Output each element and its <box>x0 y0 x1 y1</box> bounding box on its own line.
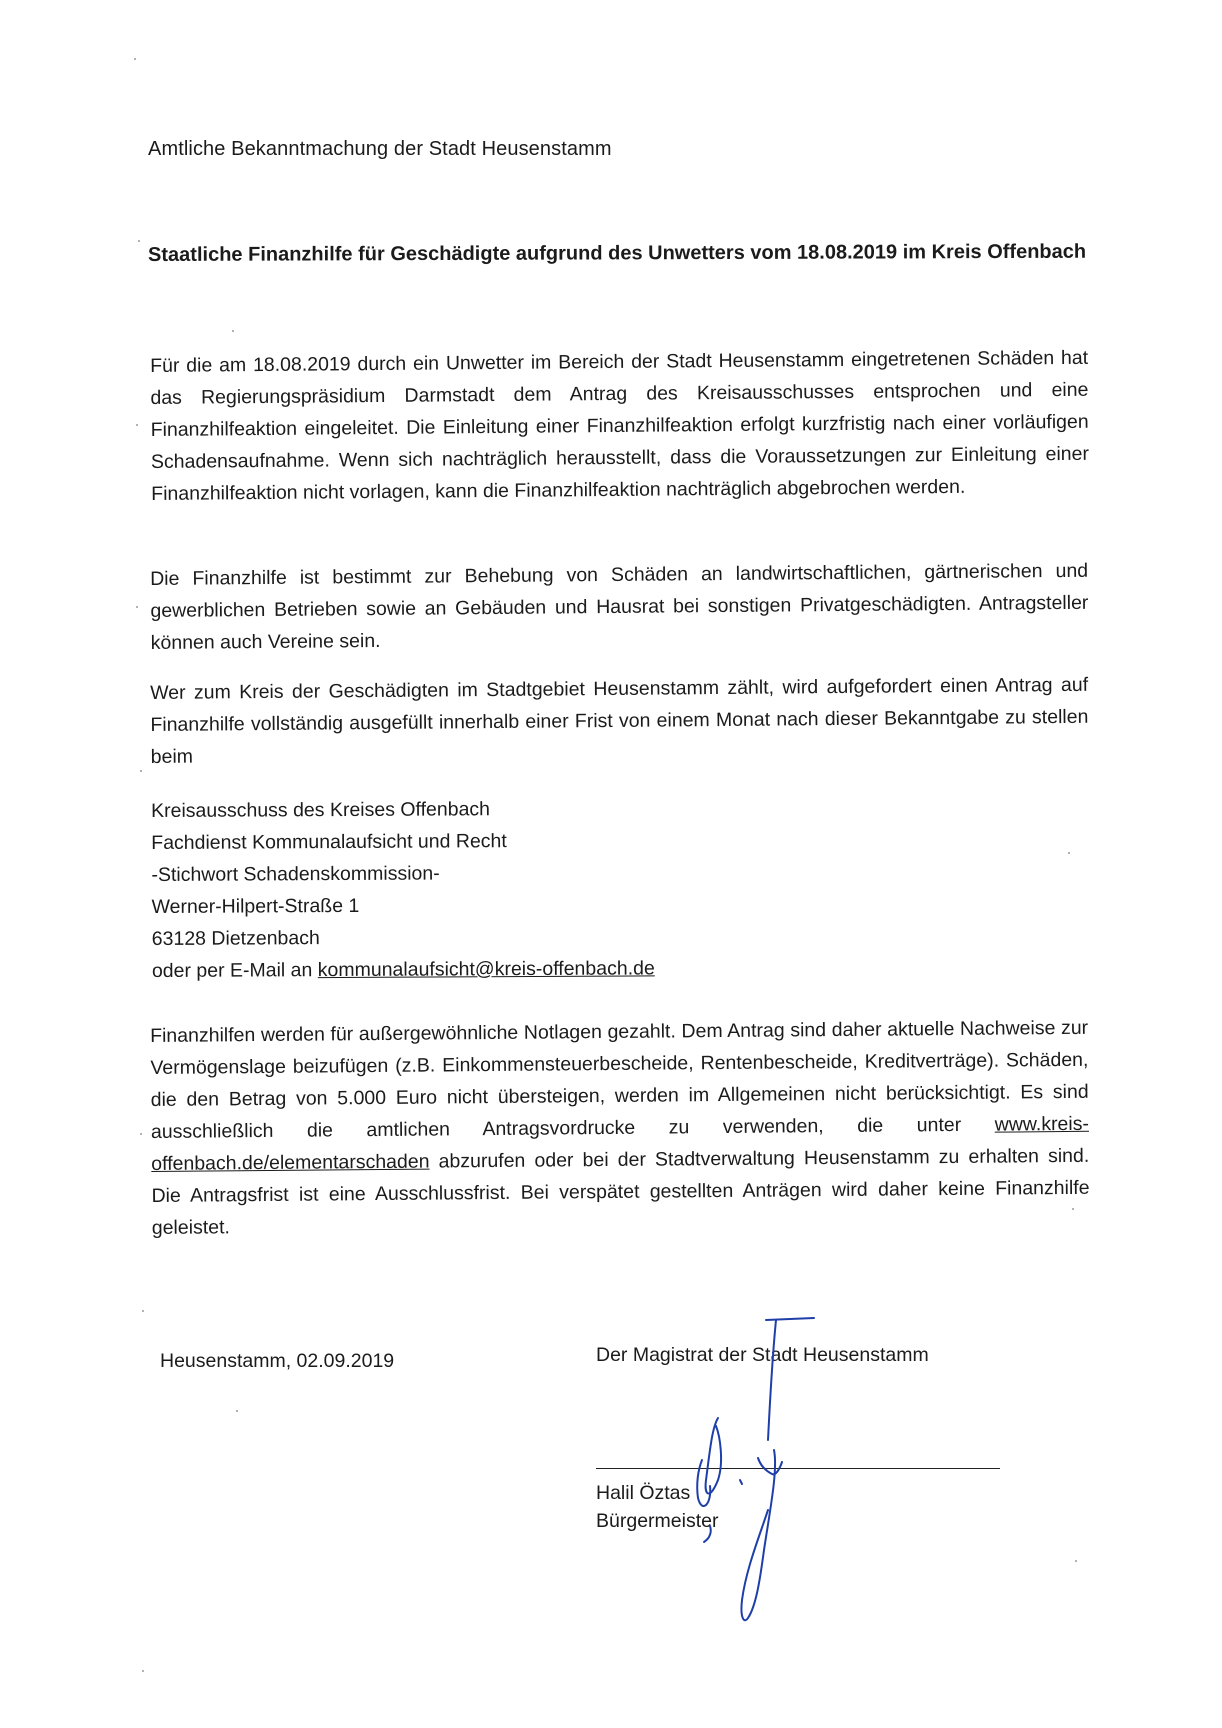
address-block <box>151 792 655 987</box>
address-line: -Stichwort Schadenskommission- <box>151 862 440 886</box>
scan-speck <box>140 770 142 772</box>
email-link[interactable]: kommunalaufsicht@kreis-offenbach.de <box>317 957 655 982</box>
handwritten-signature <box>640 1300 820 1630</box>
scan-speck <box>140 1133 142 1135</box>
signer-name: Halil Öztas <box>596 1482 691 1504</box>
signature-strokes <box>697 1318 814 1620</box>
scan-speck <box>134 58 136 60</box>
scan-speck <box>142 1310 144 1312</box>
scan-speck <box>232 330 234 332</box>
text-after-link: abzurufen oder bei der Stadtverwaltung Heusenstamm zu erhalten sind. Die Antragsfrist ist eine Ausschlussfrist. Bei verspätet gestellten Anträgen wird daher keine Finanzhilfe geleistet. <box>151 1144 1090 1239</box>
signer-role: Bürgermeister <box>596 1510 719 1532</box>
issuing-authority: Der Magistrat der Stadt Heusenstamm <box>596 1344 929 1366</box>
paragraph-text <box>150 1012 1090 1244</box>
website-link[interactable]: www.kreis-offenbach.de/elementarschaden <box>151 1112 1090 1175</box>
paragraph-intro <box>150 342 1089 510</box>
paragraph-purpose <box>150 555 1089 659</box>
email-prefix: oder per E-Mail an <box>151 959 318 982</box>
scan-speck <box>138 240 140 242</box>
scan-speck <box>236 1410 238 1412</box>
scan-speck <box>136 424 138 426</box>
paragraph-text: Für die am 18.08.2019 durch ein Unwetter im Bereich der Stadt Heusenstamm eingetretenen Schäden hat das Regierungspräsidium Darmstadt dem Antrag des Kreisausschusses entsprochen und eine Finanzhilfeaktion eingeleitet. Die Einleitung einer Finanzhilfeaktion erfolgt kurzfristig nach einer vorläufigen Schadensaufnahme. Wenn sich nachträglich herausstellt, dass die Voraussetzungen zur Einleitung einer Finanzhilfeaktion nicht vorlagen, kann die Finanzhilfeaktion nachträglich abgebrochen werden. <box>150 346 1090 505</box>
address-line: Kreisausschuss des Kreises Offenbach <box>151 798 491 822</box>
paragraph-text: Die Finanzhilfe ist bestimmt zur Behebung von Schäden an landwirtschaftlichen, gärtnerischen und gewerblichen Betrieben sowie an Gebäuden und Hausrat bei sonstigen Privatgeschädigten. Antragsteller können auch Vereine sein. <box>150 559 1089 654</box>
address-line: 63128 Dietzenbach <box>151 927 320 950</box>
text-before-link: Finanzhilfen werden für außergewöhnliche Notlagen gezahlt. Dem Antrag sind daher aktuelle Nachweise zur Vermögenslage beizufügen (z.B. Einkommensteuerbescheide, Rentenbescheide, Kreditverträge). Schäden, die den Betrag von 5.000 Euro nicht übersteigen, werden im Allgemeinen nicht berücksichtigt. Es sind ausschließlich die amtlichen Antragsvordrucke zu verwenden, die unter <box>150 1016 1089 1143</box>
paragraph-text: Wer zum Kreis der Geschädigten im Stadtgebiet Heusenstamm zählt, wird aufgefordert einen Antrag auf Finanzhilfe vollständig ausgefüllt innerhalb einer Frist von einem Monat nach dieser Bekanntgabe zu stellen beim <box>150 673 1089 768</box>
place-date: Heusenstamm, 02.09.2019 <box>160 1350 395 1372</box>
document-title: Staatliche Finanzhilfe für Geschädigte aufgrund des Unwetters vom 18.08.2019 im Kreis Offenbach <box>148 240 1087 266</box>
address-line: Fachdienst Kommunalaufsicht und Recht <box>151 830 507 854</box>
paragraph-requirements <box>150 1012 1090 1244</box>
scan-speck <box>1075 1560 1077 1562</box>
scan-speck <box>136 606 138 608</box>
scan-speck <box>142 1670 144 1672</box>
address-line: Werner-Hilpert-Straße 1 <box>151 894 360 918</box>
scan-speck <box>1068 852 1070 854</box>
address-email-line <box>152 952 655 987</box>
paragraph-application <box>150 669 1089 773</box>
notice-header: Amtliche Bekanntmachung der Stadt Heusenstamm <box>148 138 612 160</box>
